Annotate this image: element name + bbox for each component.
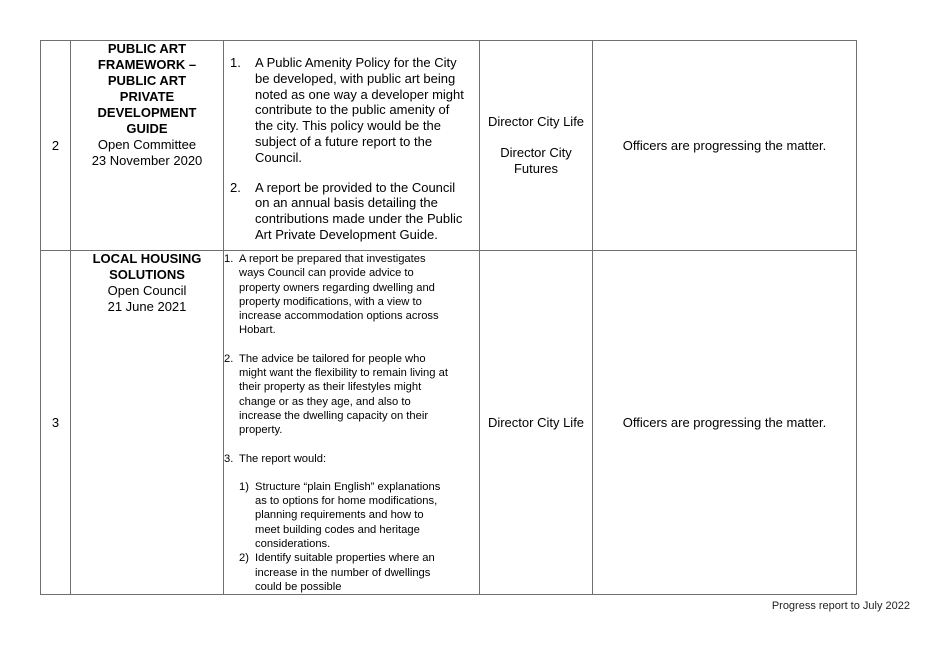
responsible-officer: Director City Life — [480, 251, 593, 595]
item-title-cell — [71, 41, 224, 251]
resolution-cell — [224, 251, 480, 595]
meeting-date: 23 November 2020 — [91, 153, 203, 168]
resolution-number: 2. — [230, 179, 241, 195]
meeting-date: 21 June 2021 — [107, 299, 187, 314]
status-text: Officers are progressing the matter. — [593, 251, 857, 595]
resolution-item: 2. A report be provided to the Council on an annual basis detailing the contributions made under the Public Art Private Development Guide. — [230, 179, 463, 242]
responsible-officer: Director City Life Director City Futures — [480, 41, 593, 251]
item-number: 3 — [41, 251, 71, 595]
resolution-cell — [224, 41, 480, 251]
item-number: 2 — [41, 41, 71, 251]
resolution-sub-item: 2) Identify suitable properties where an increase in the number of dwellings could be possible — [239, 552, 435, 593]
resolution-number: 2. — [224, 352, 234, 365]
resolution-sub-number: 2) — [239, 552, 249, 565]
resolution-number: 1. — [224, 253, 234, 265]
status-text: Officers are progressing the matter. — [593, 41, 857, 251]
page-footer: Progress report to July 2022 — [771, 600, 910, 612]
table-row — [41, 41, 857, 251]
resolution-sub-number: 1) — [239, 480, 249, 493]
resolution-sub-item: 1) Structure “plain English” explanations as to options for home modifications, planning requirements and how to meet building codes and heritage considerations. — [239, 480, 441, 551]
table-row — [41, 251, 857, 595]
resolutions-table — [40, 40, 857, 595]
item-title: PUBLIC ART FRAMEWORK – PUBLIC ART PRIVATE DEVELOPMENT GUIDE — [97, 41, 197, 136]
meeting-type: Open Committee — [97, 137, 197, 152]
item-title-cell — [71, 251, 224, 595]
resolution-item: 1. A report be prepared that investigates ways Council can provide advice to property owners regarding dwelling and property modifications, with a view to increase accommodation options across Hobart. — [224, 253, 439, 337]
resolution-item: 3. The report would: — [224, 452, 327, 465]
item-title: LOCAL HOUSING SOLUTIONS — [92, 251, 202, 282]
resolution-item: 1. A Public Amenity Policy for the City be developed, with public art being noted as one way a developer might contribute to the public amenity of the city. This policy would be the subject of a future report to the Council. — [230, 55, 464, 165]
meeting-type: Open Council — [107, 283, 187, 298]
resolution-number: 3. — [224, 452, 234, 465]
resolution-number: 1. — [230, 55, 241, 70]
resolution-item: 2. The advice be tailored for people who might want the flexibility to remain living at their property as their lifestyles might change or as they age, and also to increase the dwelling capacity on their property. — [224, 352, 448, 437]
